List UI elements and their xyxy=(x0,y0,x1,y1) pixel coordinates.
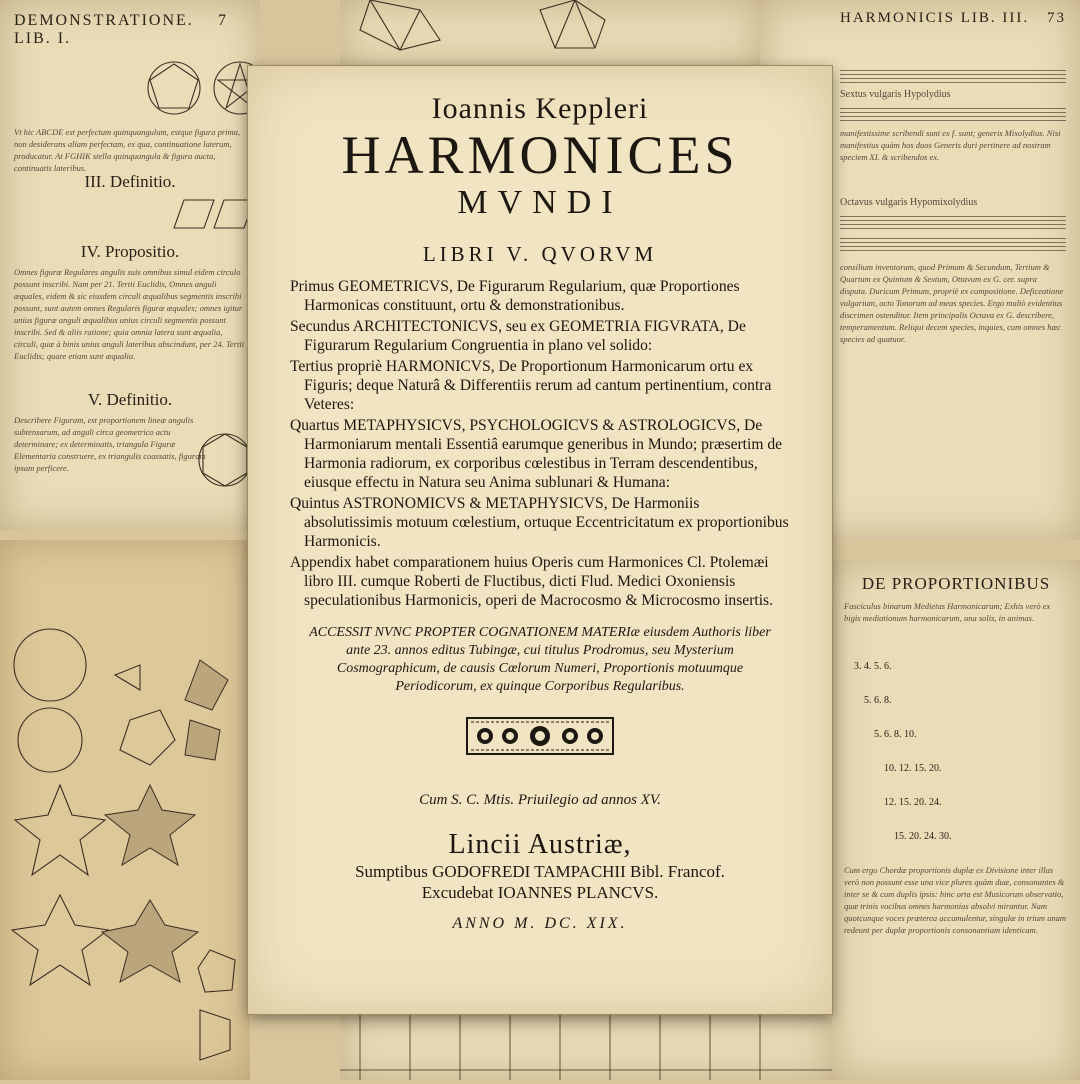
section-heading: III. Definitio. xyxy=(84,172,176,191)
section-heading: V. Definitio. xyxy=(87,390,173,409)
music-staff xyxy=(840,105,1066,123)
rhombus-figure xyxy=(14,196,254,232)
background-text: Omnes figuræ Regulares angulis suis omnibus simul eidem circulo possunt inscribi. Nam per 21. Tertii Euclidis, Omnes anguli æquales, eidem & sic eiusdem circuli æqualibus segmentis inscribi possunt, sunt autem omnes Regularis figuræ æquales; omnes igitur unius figuræ anguli æqualibus unius circuli segmentis possunt inscribi. Sed & aliis ratione; quia omnia latera sunt æqualia, circuli, quæ à binis unius anguli lateribus abscindunt, per 24. Tertii Euclidis; quare etiam sunt æqualia. xyxy=(14,267,245,361)
proportion-row: 15. 20. 24. 30. xyxy=(894,831,952,842)
background-page-top-middle xyxy=(340,0,760,66)
staff-label: Sextus vulgaris Hypolydius xyxy=(840,89,951,100)
background-text: manifestissime scribendi sunt ex f. sunt; generis Mixolydius. Nisi manifestius quàm hos duos Generis duri pertinere ad nostram speciem XI. & scribendos ex. xyxy=(840,128,1061,162)
music-staff xyxy=(840,235,1066,253)
background-page-bottom-right xyxy=(832,560,1080,1080)
book-title: HARMONICES xyxy=(341,125,739,185)
music-staff xyxy=(840,213,1066,231)
proportion-row: 12. 15. 20. 24. xyxy=(884,797,942,808)
background-text: consilium inventoram, quod Primum & Secundum, Tertium & Quartum ex Quintum & Sextum, Ottavum ex G. cer. supra disputa. Duricum Primum, propriè ex compositione. Deficeatione vulgarium, octo Tonorum ad meas species. Ergo multò evidentius discrimen ostenditur. Item principalis Octava ex G. describere, temperamentum. Reliqui decem species, inquies, cum omnes hæc species ad quatuor. xyxy=(840,262,1064,344)
title-page xyxy=(248,66,832,1014)
proportion-row: 5. 6. 8. xyxy=(864,695,892,706)
contents-entry-2: Secundus ARCHITECTONICVS, seu ex GEOMETRIA FIGVRATA, De Figurarum Regularium Congruentia in plano vel solido: xyxy=(290,318,746,354)
contents-entry-appendix: Appendix habet comparationem huius Operis cum Harmonices Cl. Ptolemæi libro III. cumque Roberti de Fluctibus, dicti Flud. Medici Oxoniensis speculationibus Harmonicis, operi de Macrocosmo & Microcosmo insertis. xyxy=(290,554,774,609)
background-text: Vt hic ABCDE est perfectum quinquangulum, estque figura prima, non desiderans aliam perfectam, ex qua, continuatione laterum, producatur. At FGHIK stella quinquangula & figura aucta, continuatis lateribus. xyxy=(14,127,241,173)
background-page-bottom-left xyxy=(0,540,250,1080)
proportion-list xyxy=(854,650,1068,854)
contents-entry-1: Primus GEOMETRICVS, De Figurarum Regularium, quæ Proportiones Harmonicas constituunt, ortu & demonstrationibus. xyxy=(290,278,740,314)
section-heading: IV. Propositio. xyxy=(80,242,180,261)
imprint-place: Lincii Austriæ, xyxy=(448,829,632,860)
books-heading: LIBRI V. QVORVM xyxy=(422,242,658,266)
contents-entry-4: Quartus METAPHYSICVS, PSYCHOLOGICVS & ASTROLOGICVS, De Harmoniarum mentali Essentiâ earumque generibus in Mundo; præsertim de Harmonia radiorum, ex corporibus cœlestibus in Terram descendentibus, eiusque effectu in Natura seu Anima sublunari & Humana: xyxy=(290,417,783,491)
privilege-line: Cum S. C. Mtis. Priuilegio ad annos XV. xyxy=(419,792,661,808)
accessit-note: ACCESSIT NVNC PROPTER COGNATIONEM MATERIæ eiusdem Authoris liber ante 23. annos editus Tubingæ, cui titulus Prodromus, seu Mysterium Cosmographicum, de causis Cœlorum Numeri, Proportionis motuumque Periodicorum, ex quinque Corporibus Regularibus. xyxy=(309,625,771,694)
page-header: DEMONSTRATIONE. LIB. I. xyxy=(14,12,194,47)
proportion-row: 3. 4. 5. 6. xyxy=(854,661,892,672)
pentagon-figure xyxy=(14,52,254,122)
printers-ornament xyxy=(465,714,615,758)
music-staff xyxy=(840,67,1066,85)
staff-label: Octavus vulgaris Hypomixolydius xyxy=(840,197,978,208)
page-number: 7 xyxy=(218,12,228,29)
background-page-bottom-middle xyxy=(340,1014,832,1080)
proportion-row: 5. 6. 8. 10. xyxy=(874,729,917,740)
page-header: HARMONICIS LIB. III. xyxy=(840,10,1030,26)
page-header: DE PROPORTIONIBUS xyxy=(861,574,1051,593)
imprint-printer: Excudebat IOANNES PLANCVS. xyxy=(421,883,659,902)
book-subtitle: MVNDI xyxy=(457,184,623,221)
background-text: Fasciculus binarum Medietas Harmonicarum; Exhis verò ex bigis mediationum harmonicarum, una solis, in animas. xyxy=(844,601,1051,623)
background-text: Cum ergo Chordæ proportionis duplæ ex Divisione inter illas verò non possunt esse una vice plures quàm duæ, consonantes & inter se & cum duplis ipsis: hinc orta est Musicorum observatio, quæ trinis vocibus omnes harmonias absolvi mirantur. Nam quotcunque voces præterea accumulentur, singulæ in trium unam redeunt per duplæ proportionis consonantiam identicam. xyxy=(844,865,1067,935)
imprint-year: ANNO M. DC. XIX. xyxy=(452,915,628,932)
background-page-top-left xyxy=(0,0,260,530)
contents-entry-5: Quintus ASTRONOMICVS & METAPHYSICVS, De Harmoniis absolutissimis motuum cœlestium, ortuque Eccentricitatum ex proportionibus Harmonicis. xyxy=(290,495,789,550)
polyhedra-sketch xyxy=(340,0,760,66)
imprint-publisher: Sumptibus GODOFREDI TAMPACHII Bibl. Francof. xyxy=(355,862,725,881)
page-number: 73 xyxy=(1047,10,1066,26)
contents-entry-3: Tertius propriè HARMONICVS, De Proportionum Harmonicarum ortu ex Figuris; deque Naturâ & Differentiis rerum ad cantum pertinentium, contra Veteres: xyxy=(290,358,772,413)
tablature-grid xyxy=(340,1014,832,1080)
polyhedra-plate xyxy=(0,540,250,1080)
background-text: Describere Figuram, est proportionem lineæ angulis subtensarum, ad anguli circa geometrico actu determinare; ex determinatis, triangula Figuræ Elementaria construere, ex triangulis coassatis, figuram ipsam perficere. xyxy=(14,415,206,473)
author-name: Ioannis Keppleri xyxy=(431,92,649,125)
proportion-row: 10. 12. 15. 20. xyxy=(884,763,942,774)
contents-list xyxy=(290,277,790,610)
